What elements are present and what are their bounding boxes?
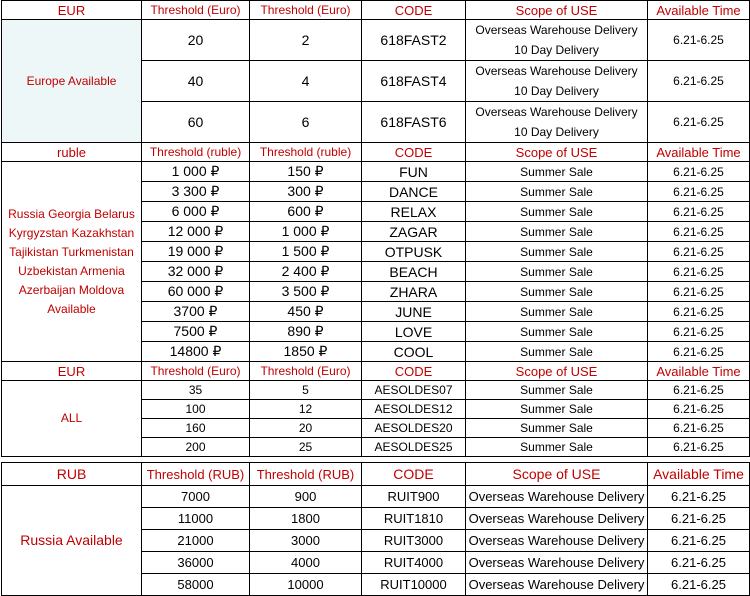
section-eur-europe: [2, 1, 750, 143]
scope-cell: Summer Sale: [466, 162, 648, 182]
time-cell: 6.21-6.25: [648, 486, 750, 508]
discount-cell: 3 500 ₽: [250, 282, 362, 302]
code-cell: 618FAST2: [362, 20, 466, 61]
threshold-cell: 200: [142, 438, 250, 457]
code-cell: RUIT3000: [362, 530, 466, 552]
time-cell: 6.21-6.25: [648, 162, 750, 182]
scope-cell: Overseas Warehouse Delivery: [466, 508, 648, 530]
discount-cell: 300 ₽: [250, 182, 362, 202]
scope-line1: Overseas Warehouse Delivery: [475, 64, 638, 78]
discount-cell: 25: [250, 438, 362, 457]
code-cell: ZHARA: [362, 282, 466, 302]
code-cell: RUIT1810: [362, 508, 466, 530]
scope-cell: Summer Sale: [466, 182, 648, 202]
time-cell: 6.21-6.25: [648, 61, 750, 102]
code-cell: JUNE: [362, 302, 466, 322]
threshold-cell: 7500 ₽: [142, 322, 250, 342]
code-cell: FUN: [362, 162, 466, 182]
time-cell: 6.21-6.25: [648, 419, 750, 438]
currency-label: EUR: [2, 362, 142, 381]
discount-cell: 1 500 ₽: [250, 242, 362, 262]
threshold-cell: 160: [142, 419, 250, 438]
time-cell: 6.21-6.25: [648, 222, 750, 242]
time-cell: 6.21-6.25: [648, 322, 750, 342]
scope-cell: Summer Sale: [466, 282, 648, 302]
code-cell: ZAGAR: [362, 222, 466, 242]
section-ruble-cis: [2, 143, 750, 362]
time-cell: 6.21-6.25: [648, 574, 750, 596]
threshold-cell: 40: [142, 61, 250, 102]
table-row: [2, 381, 750, 400]
section-header: [2, 143, 750, 162]
section-header: [2, 362, 750, 381]
discount-cell: 10000: [250, 574, 362, 596]
threshold-cell: 60: [142, 102, 250, 143]
time-cell: 6.21-6.25: [648, 262, 750, 282]
time-cell: 6.21-6.25: [648, 381, 750, 400]
scope-cell: [466, 20, 648, 61]
scope-header: Scope of USE: [466, 463, 648, 486]
threshold-cell: 3 300 ₽: [142, 182, 250, 202]
scope-cell: Summer Sale: [466, 419, 648, 438]
time-header: Available Time: [648, 143, 750, 162]
threshold-cell: 19 000 ₽: [142, 242, 250, 262]
time-cell: 6.21-6.25: [648, 438, 750, 457]
code-cell: RELAX: [362, 202, 466, 222]
time-header: Available Time: [648, 362, 750, 381]
scope-cell: Overseas Warehouse Delivery: [466, 486, 648, 508]
code-cell: DANCE: [362, 182, 466, 202]
discount-cell: 890 ₽: [250, 322, 362, 342]
discount-cell: 1 000 ₽: [250, 222, 362, 242]
code-cell: RUIT10000: [362, 574, 466, 596]
scope-cell: Overseas Warehouse Delivery: [466, 574, 648, 596]
threshold-cell: 60 000 ₽: [142, 282, 250, 302]
coupon-table: [1, 0, 750, 596]
time-cell: 6.21-6.25: [648, 102, 750, 143]
time-cell: 6.21-6.25: [648, 182, 750, 202]
code-cell: AESOLDES07: [362, 381, 466, 400]
discount-cell: 12: [250, 400, 362, 419]
discount-cell: 150 ₽: [250, 162, 362, 182]
threshold-header: Threshold (RUB): [142, 463, 250, 486]
time-header: Available Time: [648, 463, 750, 486]
code-cell: 618FAST4: [362, 61, 466, 102]
discount-header: Threshold (Euro): [250, 362, 362, 381]
code-header: CODE: [362, 143, 466, 162]
discount-cell: 2: [250, 20, 362, 61]
section-header: [2, 1, 750, 20]
scope-cell: Summer Sale: [466, 438, 648, 457]
discount-cell: 4: [250, 61, 362, 102]
region-label: Russia Georgia Belarus Kyrgyzstan Kazakhstan Tajikistan Turkmenistan Uzbekistan Armenia Azerbaijan Moldova Available: [2, 162, 142, 362]
region-label: Russia Available: [2, 486, 142, 596]
threshold-cell: 11000: [142, 508, 250, 530]
currency-label: RUB: [2, 463, 142, 486]
discount-header: Threshold (ruble): [250, 143, 362, 162]
time-header: Available Time: [648, 1, 750, 20]
threshold-cell: 32 000 ₽: [142, 262, 250, 282]
threshold-cell: 58000: [142, 574, 250, 596]
discount-cell: 5: [250, 381, 362, 400]
code-cell: COOL: [362, 342, 466, 362]
threshold-header: Threshold (ruble): [142, 143, 250, 162]
scope-cell: Summer Sale: [466, 222, 648, 242]
threshold-cell: 12 000 ₽: [142, 222, 250, 242]
threshold-cell: 7000: [142, 486, 250, 508]
discount-cell: 3000: [250, 530, 362, 552]
threshold-cell: 35: [142, 381, 250, 400]
discount-cell: 2 400 ₽: [250, 262, 362, 282]
time-cell: 6.21-6.25: [648, 20, 750, 61]
scope-cell: Summer Sale: [466, 262, 648, 282]
currency-label: ruble: [2, 143, 142, 162]
scope-cell: Summer Sale: [466, 322, 648, 342]
time-cell: 6.21-6.25: [648, 282, 750, 302]
discount-cell: 1800: [250, 508, 362, 530]
table-row: [2, 20, 750, 61]
threshold-cell: 36000: [142, 552, 250, 574]
section-rub-russia: [2, 463, 750, 596]
threshold-cell: 3700 ₽: [142, 302, 250, 322]
scope-cell: Summer Sale: [466, 202, 648, 222]
scope-header: Scope of USE: [466, 1, 648, 20]
threshold-cell: 6 000 ₽: [142, 202, 250, 222]
code-cell: RUIT4000: [362, 552, 466, 574]
code-header: CODE: [362, 362, 466, 381]
threshold-cell: 14800 ₽: [142, 342, 250, 362]
scope-header: Scope of USE: [466, 362, 648, 381]
scope-line1: Overseas Warehouse Delivery: [475, 23, 638, 37]
discount-cell: 20: [250, 419, 362, 438]
scope-line2: 10 Day Delivery: [514, 43, 599, 57]
region-label: ALL: [2, 381, 142, 457]
code-cell: AESOLDES25: [362, 438, 466, 457]
time-cell: 6.21-6.25: [648, 302, 750, 322]
code-cell: AESOLDES20: [362, 419, 466, 438]
threshold-cell: 1 000 ₽: [142, 162, 250, 182]
scope-cell: Summer Sale: [466, 381, 648, 400]
scope-line1: Overseas Warehouse Delivery: [475, 105, 638, 119]
discount-cell: 4000: [250, 552, 362, 574]
scope-cell: Summer Sale: [466, 302, 648, 322]
time-cell: 6.21-6.25: [648, 400, 750, 419]
threshold-cell: 21000: [142, 530, 250, 552]
discount-cell: 1850 ₽: [250, 342, 362, 362]
scope-header: Scope of USE: [466, 143, 648, 162]
discount-header: Threshold (Euro): [250, 1, 362, 20]
discount-cell: 600 ₽: [250, 202, 362, 222]
table-row: [2, 486, 750, 508]
scope-cell: Overseas Warehouse Delivery: [466, 530, 648, 552]
currency-label: EUR: [2, 1, 142, 20]
scope-line2: 10 Day Delivery: [514, 84, 599, 98]
time-cell: 6.21-6.25: [648, 342, 750, 362]
scope-cell: Overseas Warehouse Delivery: [466, 552, 648, 574]
section-header: [2, 463, 750, 486]
scope-cell: [466, 61, 648, 102]
scope-line2: 10 Day Delivery: [514, 125, 599, 139]
threshold-header: Threshold (Euro): [142, 1, 250, 20]
code-cell: BEACH: [362, 262, 466, 282]
discount-header: Threshold (RUB): [250, 463, 362, 486]
threshold-cell: 20: [142, 20, 250, 61]
time-cell: 6.21-6.25: [648, 202, 750, 222]
code-cell: RUIT900: [362, 486, 466, 508]
scope-cell: Summer Sale: [466, 242, 648, 262]
time-cell: 6.21-6.25: [648, 242, 750, 262]
threshold-cell: 100: [142, 400, 250, 419]
section-eur-all: [2, 362, 750, 457]
region-label: Europe Available: [2, 20, 142, 143]
code-header: CODE: [362, 1, 466, 20]
discount-cell: 900: [250, 486, 362, 508]
threshold-header: Threshold (Euro): [142, 362, 250, 381]
table-row: [2, 162, 750, 182]
code-cell: 618FAST6: [362, 102, 466, 143]
time-cell: 6.21-6.25: [648, 530, 750, 552]
time-cell: 6.21-6.25: [648, 508, 750, 530]
scope-cell: Summer Sale: [466, 400, 648, 419]
code-cell: AESOLDES12: [362, 400, 466, 419]
code-header: CODE: [362, 463, 466, 486]
scope-cell: Summer Sale: [466, 342, 648, 362]
code-cell: LOVE: [362, 322, 466, 342]
code-cell: OTPUSK: [362, 242, 466, 262]
discount-cell: 450 ₽: [250, 302, 362, 322]
time-cell: 6.21-6.25: [648, 552, 750, 574]
scope-cell: [466, 102, 648, 143]
discount-cell: 6: [250, 102, 362, 143]
